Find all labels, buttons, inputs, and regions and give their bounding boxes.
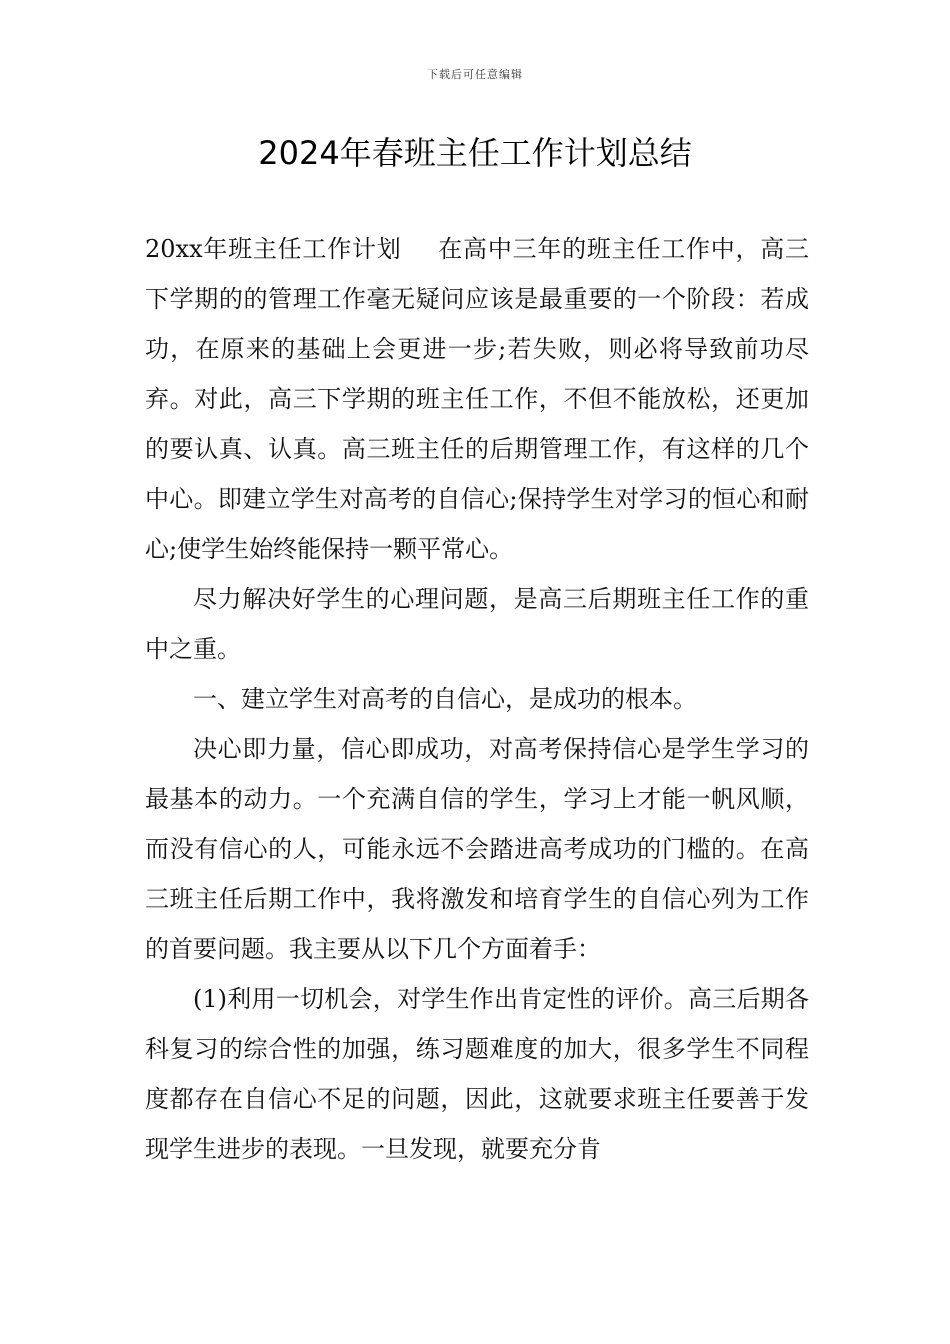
section-heading-1: 一、建立学生对高考的自信心，是成功的根本。 bbox=[193, 685, 697, 713]
document-body bbox=[145, 224, 809, 1174]
paragraph-1-text: 在高中三年的班主任工作中，高三下学期的的管理工作毫无疑问应该是最重要的一个阶段：若成功，在原来的基础上会更进一步;若失败，则必将导致前功尽弃。对此，高三下学期的班主任工作，不但不能放松，还更加的要认真、认真。高三班主任的后期管理工作，有这样的几个中心。即建立学生对高考的自信心;保持学生对学习的恒心和耐心;使学生始终能保持一颗平常心。 bbox=[145, 235, 810, 563]
paragraph-4: (1)利用一切机会，对学生作出肯定性的评价。高三后期各科复习的综合性的加强，练习题难度的加大，很多学生不同程度都存在自信心不足的问题，因此，这就要求班主任要善于发现学生进步的表现。一旦发现，就要充分肯 bbox=[145, 985, 809, 1163]
document-title: 2024年春班主任工作计划总结 bbox=[258, 134, 692, 172]
intro-label: 20xx年班主任工作计划 bbox=[145, 235, 402, 263]
paragraph-2: 尽力解决好学生的心理问题，是高三后期班主任工作的重中之重。 bbox=[145, 585, 809, 663]
header-note: 下载后可任意编辑 bbox=[427, 68, 523, 81]
paragraph-3: 决心即力量，信心即成功，对高考保持信心是学生学习的最基本的动力。一个充满自信的学生，学习上才能一帆风顺，而没有信心的人，可能永远不会踏进高考成功的门槛的。在高三班主任后期工作中，我将激发和培育学生的自信心列为工作的首要问题。我主要从以下几个方面着手： bbox=[145, 735, 809, 963]
paragraph-intro bbox=[145, 224, 809, 574]
